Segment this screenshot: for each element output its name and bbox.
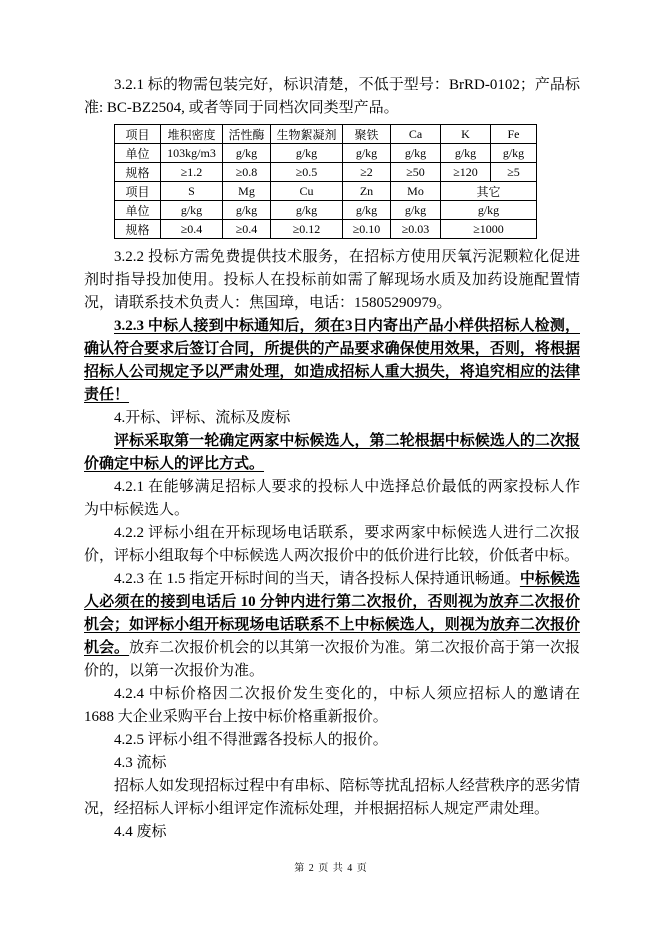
table-cell: g/kg [343, 144, 391, 163]
table-cell: g/kg [441, 144, 491, 163]
table-cell: ≥1.2 [161, 163, 223, 182]
table-row [115, 182, 537, 201]
document-content [84, 74, 580, 844]
table-cell: g/kg [343, 201, 391, 220]
table-cell: 堆积密度 [161, 125, 223, 144]
table-row [115, 163, 537, 182]
table-cell: ≥0.5 [271, 163, 343, 182]
emphasized-text: 中标候选人必须在的接到电话后 10 分钟内进行第二次报价，否则视为放弃二次报价机会；如评标小组开标现场电话联系不上中标候选人，则视为放弃二次报价机会。 [84, 571, 580, 656]
heading-4-4: 4.4 废标 [114, 824, 167, 840]
table-cell: Ca [391, 125, 441, 144]
heading-4-3: 4.3 流标 [114, 755, 167, 771]
normal-text: 放弃二次报价机会的以其第一次报价为准。第二次报价高于第一次报价的，以第一次报价为准。 [84, 640, 580, 679]
table-cell: Mo [391, 182, 441, 201]
paragraph-3-2-2: 3.2.2 投标方需免费提供技术服务，在招标方使用厌氧污泥颗粒化促进剂时指导投加使用。投标人在投标前如需了解现场水质及加药设施配置情况，请联系技术负责人：焦国璋，电话：15805290979。 [84, 249, 580, 311]
table-cell: 103kg/m3 [161, 144, 223, 163]
table-cell: ≥0.10 [343, 220, 391, 239]
table-cell: g/kg [271, 144, 343, 163]
product-spec-table [114, 124, 537, 239]
paragraph-4-2-3 [84, 568, 580, 683]
emphasized-text: 3.2.3 中标人接到中标通知后，须在3日内寄出产品小样供招标人检测，确认符合要求后签订合同，所提供的产品要求确保使用效果，否则，将根据招标人公司规定予以严肃处理，如造成招标人重大损失，将追究相应的法律责任！ [84, 318, 580, 403]
table-cell: Mg [223, 182, 271, 201]
table-cell: g/kg [441, 201, 537, 220]
paragraph-4-2-1: 4.2.1 在能够满足招标人要求的投标人中选择总价最低的两家投标人作为中标候选人。 [84, 479, 580, 518]
table-cell: g/kg [161, 201, 223, 220]
table-cell: 其它 [441, 182, 537, 201]
paragraph-4-2-2: 4.2.2 评标小组在开标现场电话联系，要求两家中标候选人进行二次报价，评标小组取每个中标候选人两次报价中的低价进行比较，价低者中标。 [84, 525, 580, 564]
table-cell: ≥120 [441, 163, 491, 182]
table-cell: 规格 [115, 163, 161, 182]
table-cell: 聚铁 [343, 125, 391, 144]
table-cell: 生物絮凝剂 [271, 125, 343, 144]
paragraph-4-2-5: 4.2.5 评标小组不得泄露各投标人的报价。 [114, 732, 388, 748]
table-cell: Zn [343, 182, 391, 201]
table-cell: S [161, 182, 223, 201]
page-footer: 第 2 页 共 4 页 [294, 863, 368, 874]
table-row [115, 144, 537, 163]
table-cell: 规格 [115, 220, 161, 239]
table-cell: 单位 [115, 201, 161, 220]
table-cell: ≥0.8 [223, 163, 271, 182]
table-cell: 项目 [115, 182, 161, 201]
table-cell: g/kg [391, 144, 441, 163]
table-cell: g/kg [491, 144, 537, 163]
table-cell: ≥0.4 [161, 220, 223, 239]
emphasized-text: 评标采取第一轮确定两家中标候选人，第二轮根据中标候选人的二次报价确定中标人的评比方式。 [84, 433, 580, 472]
table-cell: 活性酶 [223, 125, 271, 144]
table-cell: 项目 [115, 125, 161, 144]
table-cell: ≥1000 [441, 220, 537, 239]
table-cell: ≥0.03 [391, 220, 441, 239]
table-cell: g/kg [271, 201, 343, 220]
table-cell: g/kg [223, 144, 271, 163]
table-cell: K [441, 125, 491, 144]
paragraph-3-2-1: 3.2.1 标的物需包装完好，标识清楚，不低于型号：BrRD-0102；产品标准: BC-BZ2504, 或者等同于同档次同类型产品。 [84, 77, 580, 116]
paragraph-4-2-4: 4.2.4 中标价格因二次报价发生变化的，中标人须应招标人的邀请在 1688 大企业采购平台上按中标价格重新报价。 [84, 686, 580, 725]
paragraph-4-3-body: 招标人如发现招标过程中有串标、陪标等扰乱招标人经营秩序的恶劣情况，经招标人评标小组评定作流标处理，并根据招标人规定严肃处理。 [84, 778, 580, 817]
paragraph-eval-method [84, 430, 580, 476]
table-cell: ≥50 [391, 163, 441, 182]
table-cell: ≥0.4 [223, 220, 271, 239]
table-cell: g/kg [391, 201, 441, 220]
table-cell: ≥0.12 [271, 220, 343, 239]
table-cell: Fe [491, 125, 537, 144]
table-row [115, 220, 537, 239]
table-row [115, 201, 537, 220]
heading-section-4: 4.开标、评标、流标及废标 [114, 410, 291, 426]
normal-text: 4.2.3 在 1.5 指定开标时间的当天，请各投标人保持通讯畅通。 [114, 571, 520, 587]
table-cell: ≥5 [491, 163, 537, 182]
table-cell: Cu [271, 182, 343, 201]
table-row [115, 125, 537, 144]
table-cell: g/kg [223, 201, 271, 220]
table-cell: 单位 [115, 144, 161, 163]
paragraph-3-2-3 [84, 315, 580, 407]
table-cell: ≥2 [343, 163, 391, 182]
